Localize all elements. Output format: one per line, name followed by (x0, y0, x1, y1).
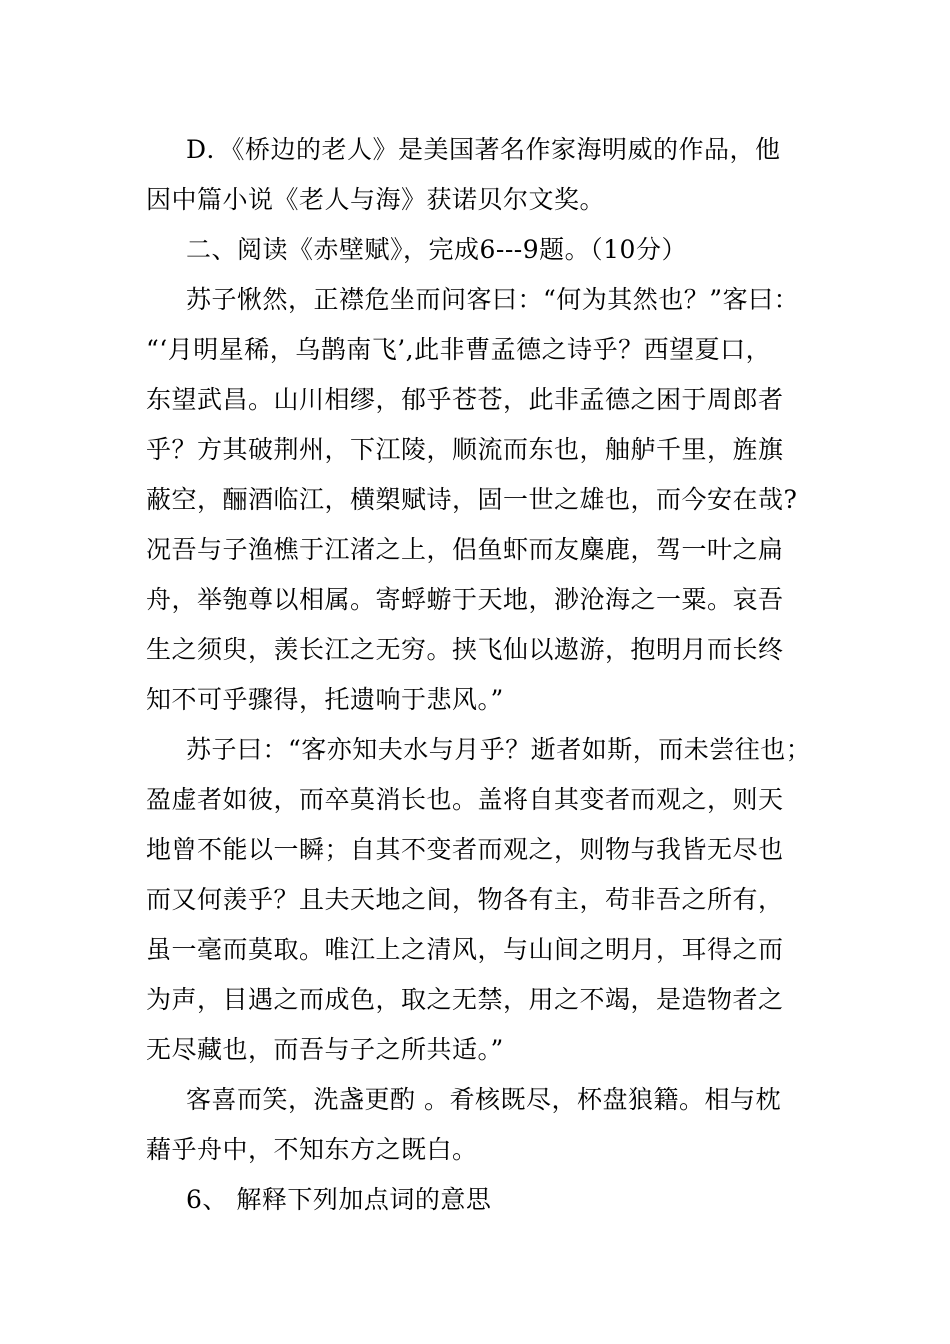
passage-line-9: 知不可乎骤得，托遗响于悲风。” (146, 685, 504, 714)
passage-line-8: 生之须臾，羡长江之无穷。挟飞仙以遨游，抱明月而长终 (146, 635, 784, 664)
passage-line-13: 而又何羡乎？且夫天地之间，物各有主，苟非吾之所有， (146, 885, 784, 914)
passage-line-15: 为声，目遇之而成色，取之无禁，用之不竭，是造物者之 (146, 985, 784, 1014)
passage-line-16: 无尽藏也，而吾与子之所共适。” (146, 1035, 504, 1064)
passage-line-3: 东望武昌。山川相缪，郁乎苍苍，此非孟德之困于周郎者 (146, 385, 784, 414)
passage-line-2: “‘月明星稀，乌鹊南飞’,此非曹孟德之诗乎？西望夏口， (146, 335, 772, 364)
passage-line-5: 蔽空，酾酒临江，横槊赋诗，固一世之雄也，而今安在哉? (146, 485, 798, 514)
option-d-line-2: 因中篇小说《老人与海》获诺贝尔文奖。 (146, 185, 606, 214)
question-6-heading: 6、 解释下列加点词的意思 (186, 1185, 492, 1214)
section-two-heading: 二、阅读《赤壁赋》，完成6---9题。（10分） (186, 235, 687, 264)
option-d-line-1: D．《桥边的老人》是美国著名作家海明威的作品，他 (186, 135, 781, 164)
passage-line-18: 藉乎舟中，不知东方之既白。 (146, 1135, 478, 1164)
passage-line-7: 舟，举匏尊以相属。寄蜉蝣于天地，渺沧海之一粟。哀吾 (146, 585, 784, 614)
passage-line-14: 虽一毫而莫取。唯江上之清风，与山间之明月，耳得之而 (146, 935, 784, 964)
passage-line-6: 况吾与子渔樵于江渚之上，侣鱼虾而友麋鹿，驾一叶之扁 (146, 535, 784, 564)
passage-line-10: 苏子曰：“客亦知夫水与月乎？逝者如斯，而未尝往也； (186, 735, 812, 764)
passage-line-17: 客喜而笑，洗盏更酌 。肴核既尽，杯盘狼籍。相与枕 (186, 1085, 781, 1114)
passage-line-4: 乎？方其破荆州，下江陵，顺流而东也，舳舻千里，旌旗 (146, 435, 784, 464)
passage-line-12: 地曾不能以一瞬；自其不变者而观之，则物与我皆无尽也 (146, 835, 784, 864)
passage-line-1: 苏子愀然，正襟危坐而问客曰：“何为其然也？”客曰： (186, 285, 800, 314)
passage-line-11: 盈虚者如彼，而卒莫消长也。盖将自其变者而观之，则天 (146, 785, 784, 814)
